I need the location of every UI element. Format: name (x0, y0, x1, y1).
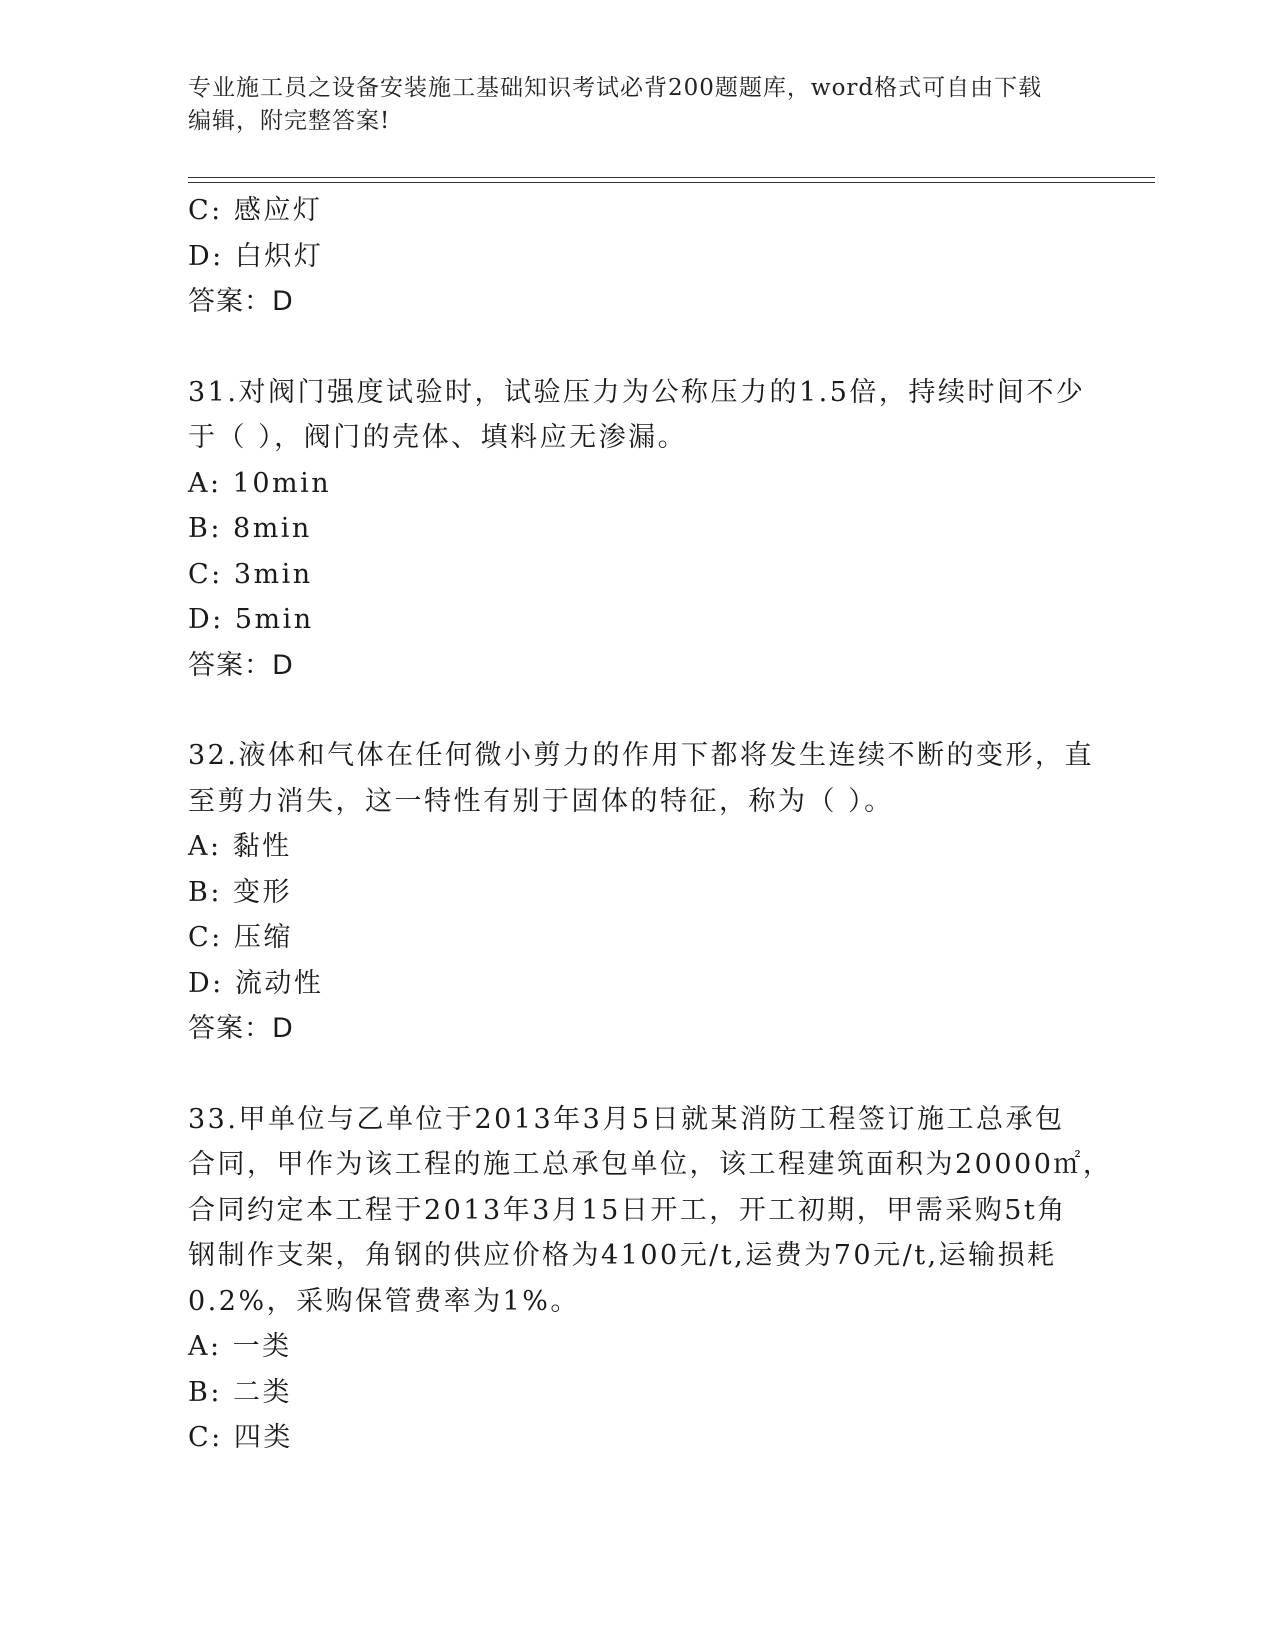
question-text-line: 0.2%，采购保管费率为1%。 (188, 1285, 580, 1317)
option-c: C: 感应灯 (188, 195, 323, 226)
option-d: D: 白炽灯 (188, 240, 324, 272)
question-33 (188, 1097, 1113, 1461)
answer: 答案：D (188, 286, 294, 317)
option-d: D: 流动性 (188, 967, 324, 999)
option-b: B: 二类 (188, 1376, 293, 1408)
option-c: C: 四类 (188, 1422, 293, 1453)
question-text-line: 33.甲单位与乙单位于2013年3月5日就某消防工程签订施工总承包 (188, 1103, 1065, 1135)
question-31 (188, 370, 1086, 689)
question-text-line: 至剪力消失，这一特性有别于固体的特征，称为（ ）。 (188, 785, 894, 817)
option-a: A: 黏性 (188, 831, 292, 862)
header-line-2: 编辑，附完整答案! (188, 108, 391, 134)
question-32 (188, 733, 1094, 1052)
question-text-line: 于（ ），阀门的壳体、填料应无渗漏。 (188, 422, 688, 453)
document-header (188, 72, 1088, 138)
header-divider-bottom (188, 182, 1155, 183)
spacer (188, 325, 1068, 370)
answer: 答案：D (188, 1013, 294, 1044)
answer: 答案：D (188, 649, 294, 681)
option-d: D: 5min (188, 604, 314, 635)
spacer (188, 1052, 1068, 1097)
spacer (188, 688, 1068, 733)
question-text-line: 32.液体和气体在任何微小剪力的作用下都将发生连续不断的变形，直 (188, 740, 1094, 771)
option-c: C: 压缩 (188, 922, 293, 953)
question-text-line: 钢制作支架，角钢的供应价格为4100元/t,运费为70元/t,运输损耗 (188, 1240, 1057, 1271)
header-line-1: 专业施工员之设备安装施工基础知识考试必背200题题库，word格式可自由下载 (188, 75, 1043, 101)
question-list (188, 188, 1113, 1461)
question-text-line: 合同约定本工程于2013年3月15日开工，开工初期，甲需采购5t角 (188, 1194, 1067, 1226)
question-text-line: 31.对阀门强度试验时，试验压力为公称压力的1.5倍，持续时间不少 (188, 376, 1086, 408)
option-a: A: 10min (188, 467, 332, 499)
option-b: B: 变形 (188, 876, 293, 908)
option-a: A: 一类 (188, 1331, 292, 1362)
question-30-tail (188, 188, 1068, 325)
header-divider-top (188, 177, 1155, 178)
option-c: C: 3min (188, 558, 313, 590)
question-text-line: 合同，甲作为该工程的施工总承包单位，该工程建筑面积为20000㎡， (188, 1149, 1113, 1180)
option-b: B: 8min (188, 513, 312, 544)
